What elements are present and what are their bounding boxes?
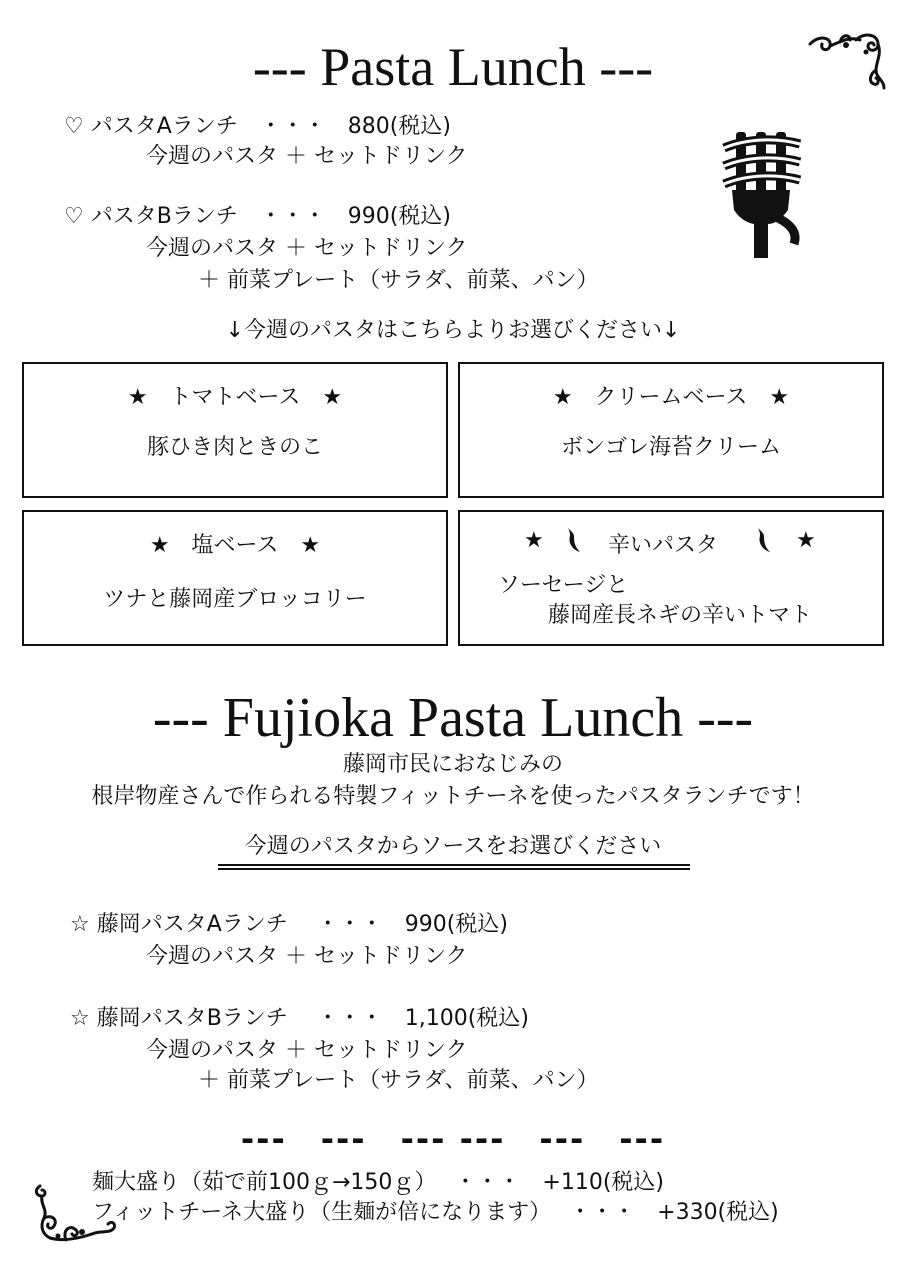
flourish-ornament-icon xyxy=(30,1180,120,1244)
chili-pepper-icon xyxy=(752,526,774,554)
option-large-fettuccine: フィットチーネ大盛り（生麺が倍になります） ・・・ +330(税込) xyxy=(92,1200,779,1225)
box-heading-star-left: ★ xyxy=(524,528,544,553)
menu-item-pasta-a-detail: 今週のパスタ ＋ セットドリンク xyxy=(146,144,468,169)
box-heading: ★ クリームベース ★ xyxy=(552,385,790,410)
menu-item-fujioka-a: ☆ 藤岡パスタAランチ ・・・ 990(税込) xyxy=(70,912,508,937)
pasta-box-tomato xyxy=(22,362,448,498)
box-body: 豚ひき肉ときのこ xyxy=(146,435,323,460)
menu-item-fujioka-b-detail-2: ＋ 前菜プレート（サラダ、前菜、パン） xyxy=(198,1068,599,1093)
section1-title: --- Pasta Lunch --- xyxy=(252,37,654,97)
pasta-box-cream xyxy=(458,362,884,498)
sauce-choose-note: 今週のパスタからソースをお選びください xyxy=(244,834,662,859)
menu-item-pasta-b-detail: 今週のパスタ ＋ セットドリンク xyxy=(146,236,468,261)
menu-item-fujioka-a-detail: 今週のパスタ ＋ セットドリンク xyxy=(146,944,468,969)
double-underline xyxy=(218,864,690,870)
fork-with-pasta-icon xyxy=(718,128,804,262)
pasta-box-spicy xyxy=(458,510,884,646)
menu-item-pasta-b: ♡ パスタBランチ ・・・ 990(税込) xyxy=(64,204,451,229)
menu-item-fujioka-b: ☆ 藤岡パスタBランチ ・・・ 1,100(税込) xyxy=(70,1006,529,1031)
section2-title: --- Fujioka Pasta Lunch --- xyxy=(152,687,754,749)
box-heading: 辛いパスタ xyxy=(608,533,719,558)
box-body-line-2: 藤岡産長ネギの辛いトマト xyxy=(548,603,813,628)
box-heading-star-right: ★ xyxy=(796,528,816,553)
menu-item-fujioka-b-detail: 今週のパスタ ＋ セットドリンク xyxy=(146,1038,468,1063)
chili-pepper-icon xyxy=(562,526,584,554)
box-body: ボンゴレ海苔クリーム xyxy=(560,435,781,460)
box-body-line-1: ソーセージと xyxy=(498,573,629,598)
intro-line-2: 根岸物産さんで作られる特製フィットチーネを使ったパスタランチです！ xyxy=(91,784,815,809)
box-heading: ★ トマトベース ★ xyxy=(127,385,343,410)
intro-line-1: 藤岡市民におなじみの xyxy=(342,752,563,777)
box-body: ツナと藤岡産ブロッコリー xyxy=(103,587,367,612)
option-large-noodles: 麺大盛り（茹で前100ｇ→150ｇ） ・・・ +110(税込) xyxy=(92,1170,665,1195)
choose-note: ↓今週のパスタはこちらよりお選びください↓ xyxy=(225,318,681,343)
menu-item-pasta-b-detail-2: ＋ 前菜プレート（サラダ、前菜、パン） xyxy=(198,268,599,293)
menu-item-pasta-a: ♡ パスタAランチ ・・・ 880(税込) xyxy=(64,114,451,139)
separator-dashes: --- --- --- --- --- --- xyxy=(240,1120,666,1158)
box-heading: ★ 塩ベース ★ xyxy=(149,533,321,558)
pasta-box-salt xyxy=(22,510,448,646)
